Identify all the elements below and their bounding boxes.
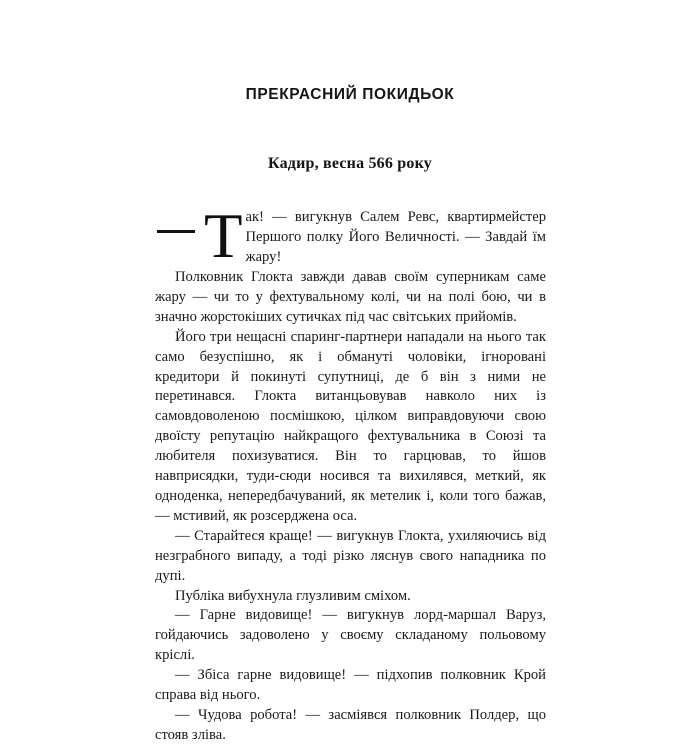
body-paragraph: — Гарне видовище! — вигукнув лорд-маршал Варуз, гойдаючись задоволено у своєму складаному польовому кріслі. (155, 607, 546, 664)
body-paragraph: Публіка вибухнула глузливим сміхом. (175, 587, 411, 604)
chapter-title: ПРЕКРАСНИЙ ПОКИДЬОК (245, 86, 455, 103)
body-text-column (155, 201, 546, 746)
opening-em-dash (157, 230, 195, 233)
drop-cap: Т (204, 201, 243, 271)
body-paragraph: — Чудова робота! — засміявся полковник Полдер, що стояв зліва. (155, 706, 546, 743)
opening-block (155, 201, 546, 271)
body-paragraph: Полковник Глокта завжди давав своїм суперникам саме жару — чи то у фехтувальному колі, чи на полі бою, чи в значно жорстокіших сутичках під час світських прийомів. (155, 269, 546, 325)
body-paragraph: — Старайтеся краще! — вигукнув Глокта, ухиляючись від незграбного випаду, а тоді різко ляснув свого нападника по дупі. (155, 527, 546, 584)
body-paragraph: — Збіса гарне видовище! — підхопив полковник Крой справа від нього. (155, 667, 546, 704)
body-paragraph: Його три нещасні спаринг-партнери нападали на нього так само безуспішно, як і обмануті чоловіки, ігноровані кредитори й покинуті супутниці, де б він з ними не перетинався. Глокта витанцьовував навколо них із самовдоволеною посмішкою, цілком виправдовуючи свою двоїсту репутацію найкращого фехтувальника в Союзі та любителя похизуватися. Він то гарцював, то йшов навприсядки, туди-сюди носився та вихилявся, меткий, як одноденка, непередбачуваний, як метелик і, коли того бажав, — мстивий, як розсерджена оса. (155, 328, 546, 524)
opening-paragraph: ак! — вигукнув Салем Ревс, квартирмейстер Першого полку Його Величності. — Завдай їм жару! (245, 209, 546, 265)
scene-subtitle: Кадир, весна 566 року (268, 155, 432, 172)
